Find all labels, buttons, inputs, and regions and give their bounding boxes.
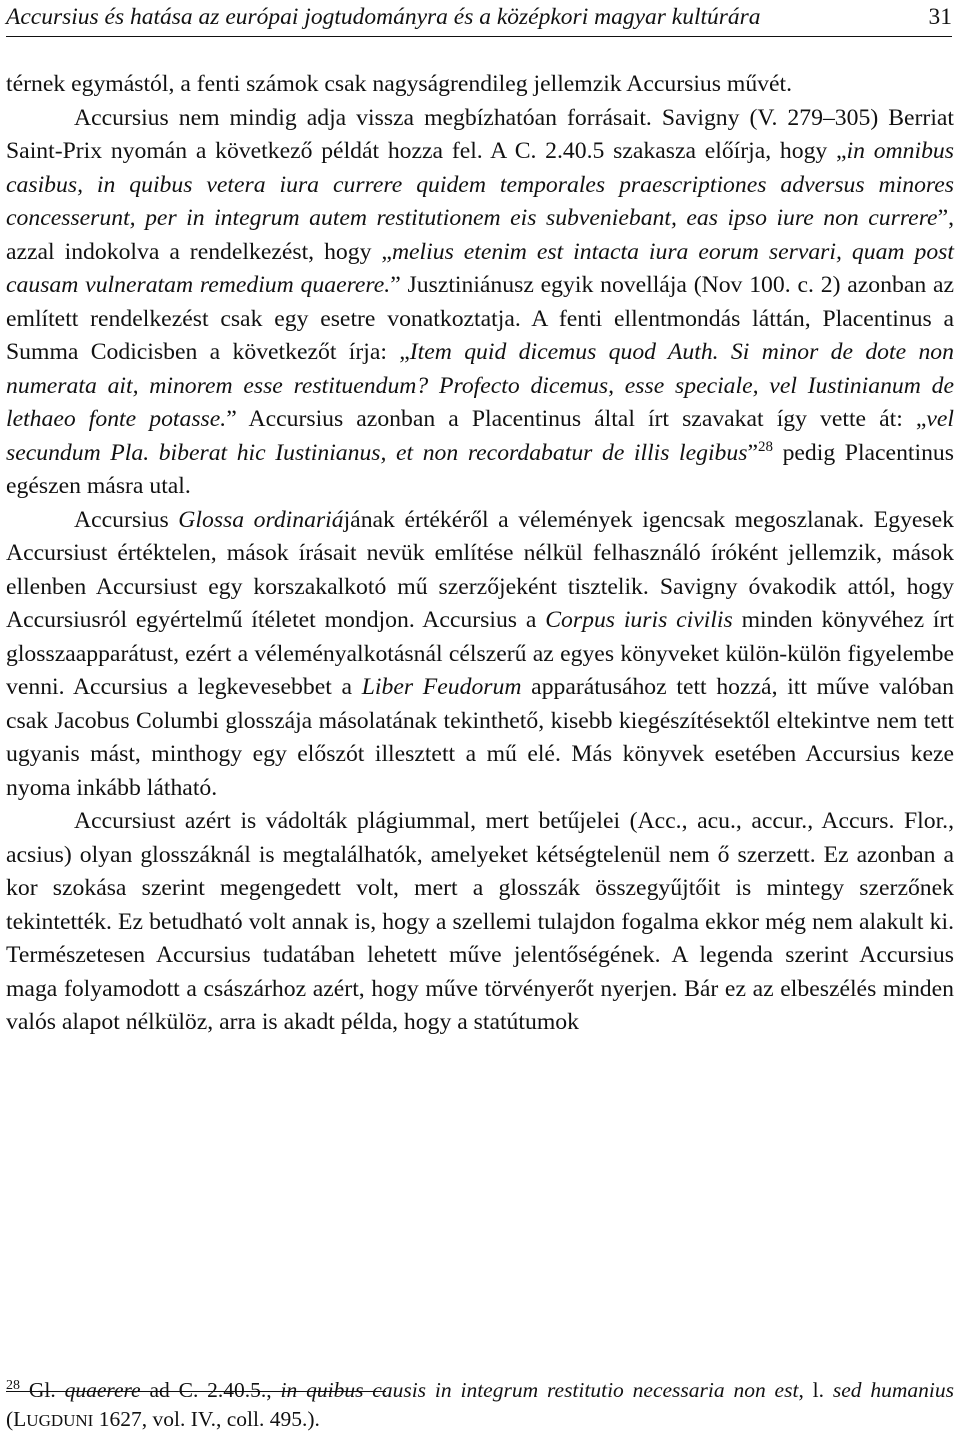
italic-run: vel secundum Pla. biberat hic Iustinianus, et non recordabatur de illis legibus <box>6 406 954 466</box>
footnote-number: 28 <box>6 1378 20 1393</box>
text-run: Gl. <box>20 1378 65 1402</box>
text-run: Accursius <box>74 506 179 533</box>
italic-run: Glossa ordinariá <box>178 506 344 533</box>
italic-run: in quibus causis in integrum restitutio necessaria non est <box>280 1378 799 1402</box>
text-run: pedig Placentinus egészen másra utal. <box>6 439 954 499</box>
italic-run: Item quid dicemus quod Auth. Si minor de dote non numerata ait, minorem esse restituendum? Profecto dicemus, esse speciale, vel Iustinianum de lethaeo fonte potasse. <box>6 339 954 432</box>
text-run: 1627, vol. IV., coll. 495.). <box>93 1407 320 1431</box>
body-text <box>6 68 954 1040</box>
page-number: 31 <box>928 4 952 30</box>
footnote-text <box>6 1378 954 1431</box>
italic-run: melius etenim est intacta iura eorum servari, quam post causam vulneratam remedium quaerere. <box>6 238 954 298</box>
paragraph <box>6 805 954 1040</box>
text-run: Accursiust azért is vádolták plágiummal, mert betűjelei (Acc., acu., accur., Accurs. Flor., acsius) olyan glosszáknál is megtalálhatók, amelyeket kétségtelenül nem ő szerzett. Ez azonban a kor szokása szerint megengedett volt, mert a glosszák összegyűjtőit is mintegy szerzőnek tekintették. Ez betudható volt annak is, hogy a szellemi tulajdon fogalma ekkor még nem alakult ki. Természetesen Accursius tudatában lehetett műve jelentőségének. A legenda szerint Accursius maga folyamodott a császárhoz azért, hogy műve törvényerőt nyerjen. Bár ez az elbeszélés minden valós alapot nélkülöz, arra is akadt példa, hogy a statútumok <box>6 808 954 1035</box>
paragraph <box>6 504 954 806</box>
text-run: (L <box>6 1407 27 1431</box>
text-run: jának értékéről a vélemények igencsak megoszlanak. Egyesek Accursiust értéktelen, mások írásait nevük említése nélkül felhasználó íróként jellemzik, mások ellenben Accursiust egy korszakalkotó mű szerzőjeként tisztelik. Savigny óvakodik attól, hogy Accursiusról egyértelmű ítéletet mondjon. Accursius a <box>6 506 955 633</box>
italic-run: Corpus iuris civilis <box>545 607 733 633</box>
text-run: ” <box>747 439 758 466</box>
text-run: ad C. 2.40.5., <box>140 1378 281 1402</box>
footnote-ref: 28 <box>757 438 773 455</box>
text-run: ”, azzal indokolva a rendelkezést, hogy „ <box>6 205 954 265</box>
italic-run: quaerere <box>64 1378 141 1402</box>
text-run: ” Jusztiniánusz egyik novellája (Nov 100. c. 2) azonban az említett rendelkezést csak egy esetre vonatkoztatja. A fenti ellentmondás láttán, Placentinus a Summa Codicisben a következőt írja: „ <box>6 272 955 365</box>
italic-run: sed humanius <box>832 1378 955 1402</box>
italic-run: Liber Feudorum <box>361 674 522 700</box>
header-rule <box>6 36 952 37</box>
paragraph <box>6 68 954 102</box>
text-run: Accursius nem mindig adja vissza megbízhatóan forrásait. Savigny (V. 279–305) Berriat Saint-Prix nyomán a következő példát hozza fel. A C. 2.40.5 szakasza előírja, hogy „ <box>6 104 954 164</box>
running-header <box>6 0 952 36</box>
text-run: minden könyvéhez írt glosszaapparátust, ezért a véleményalkotásnál célszerű az egyes könyveket külön-külön figyelembe venni. Accursius a legkevesebbet a <box>6 607 954 700</box>
text-run: apparátusához tett hozzá, itt műve valóban csak Jacobus Columbi glosszája másolatának tekinthető, kisebb kiegészítésektől eltekintve nem tett ugyanis mást, minthogy egy előszót illesztett a mű elé. Más könyvek esetében Accursius keze nyoma inkább látható. <box>6 674 954 801</box>
text-run: ” Accursius azonban a Placentinus által írt szavakat így vette át: „ <box>226 406 927 432</box>
italic-run: in omnibus casibus, in quibus vetera iura currere quidem temporales praescriptiones adversus minores concesserunt, per in integrum autem restitutionem eis subveniebant, eas ipso iure non currere <box>6 138 954 231</box>
small-caps-run: UGDUNI <box>26 1411 94 1430</box>
paragraph <box>6 102 954 504</box>
text-run: térnek egymástól, a fenti számok csak nagyságrendileg jellemzik Accursius művét. <box>6 71 793 97</box>
footnote <box>6 1376 954 1435</box>
text-run: , l. <box>798 1378 833 1402</box>
running-header-title: Accursius és hatása az európai jogtudományra és a középkori magyar kultúrára <box>6 4 761 30</box>
